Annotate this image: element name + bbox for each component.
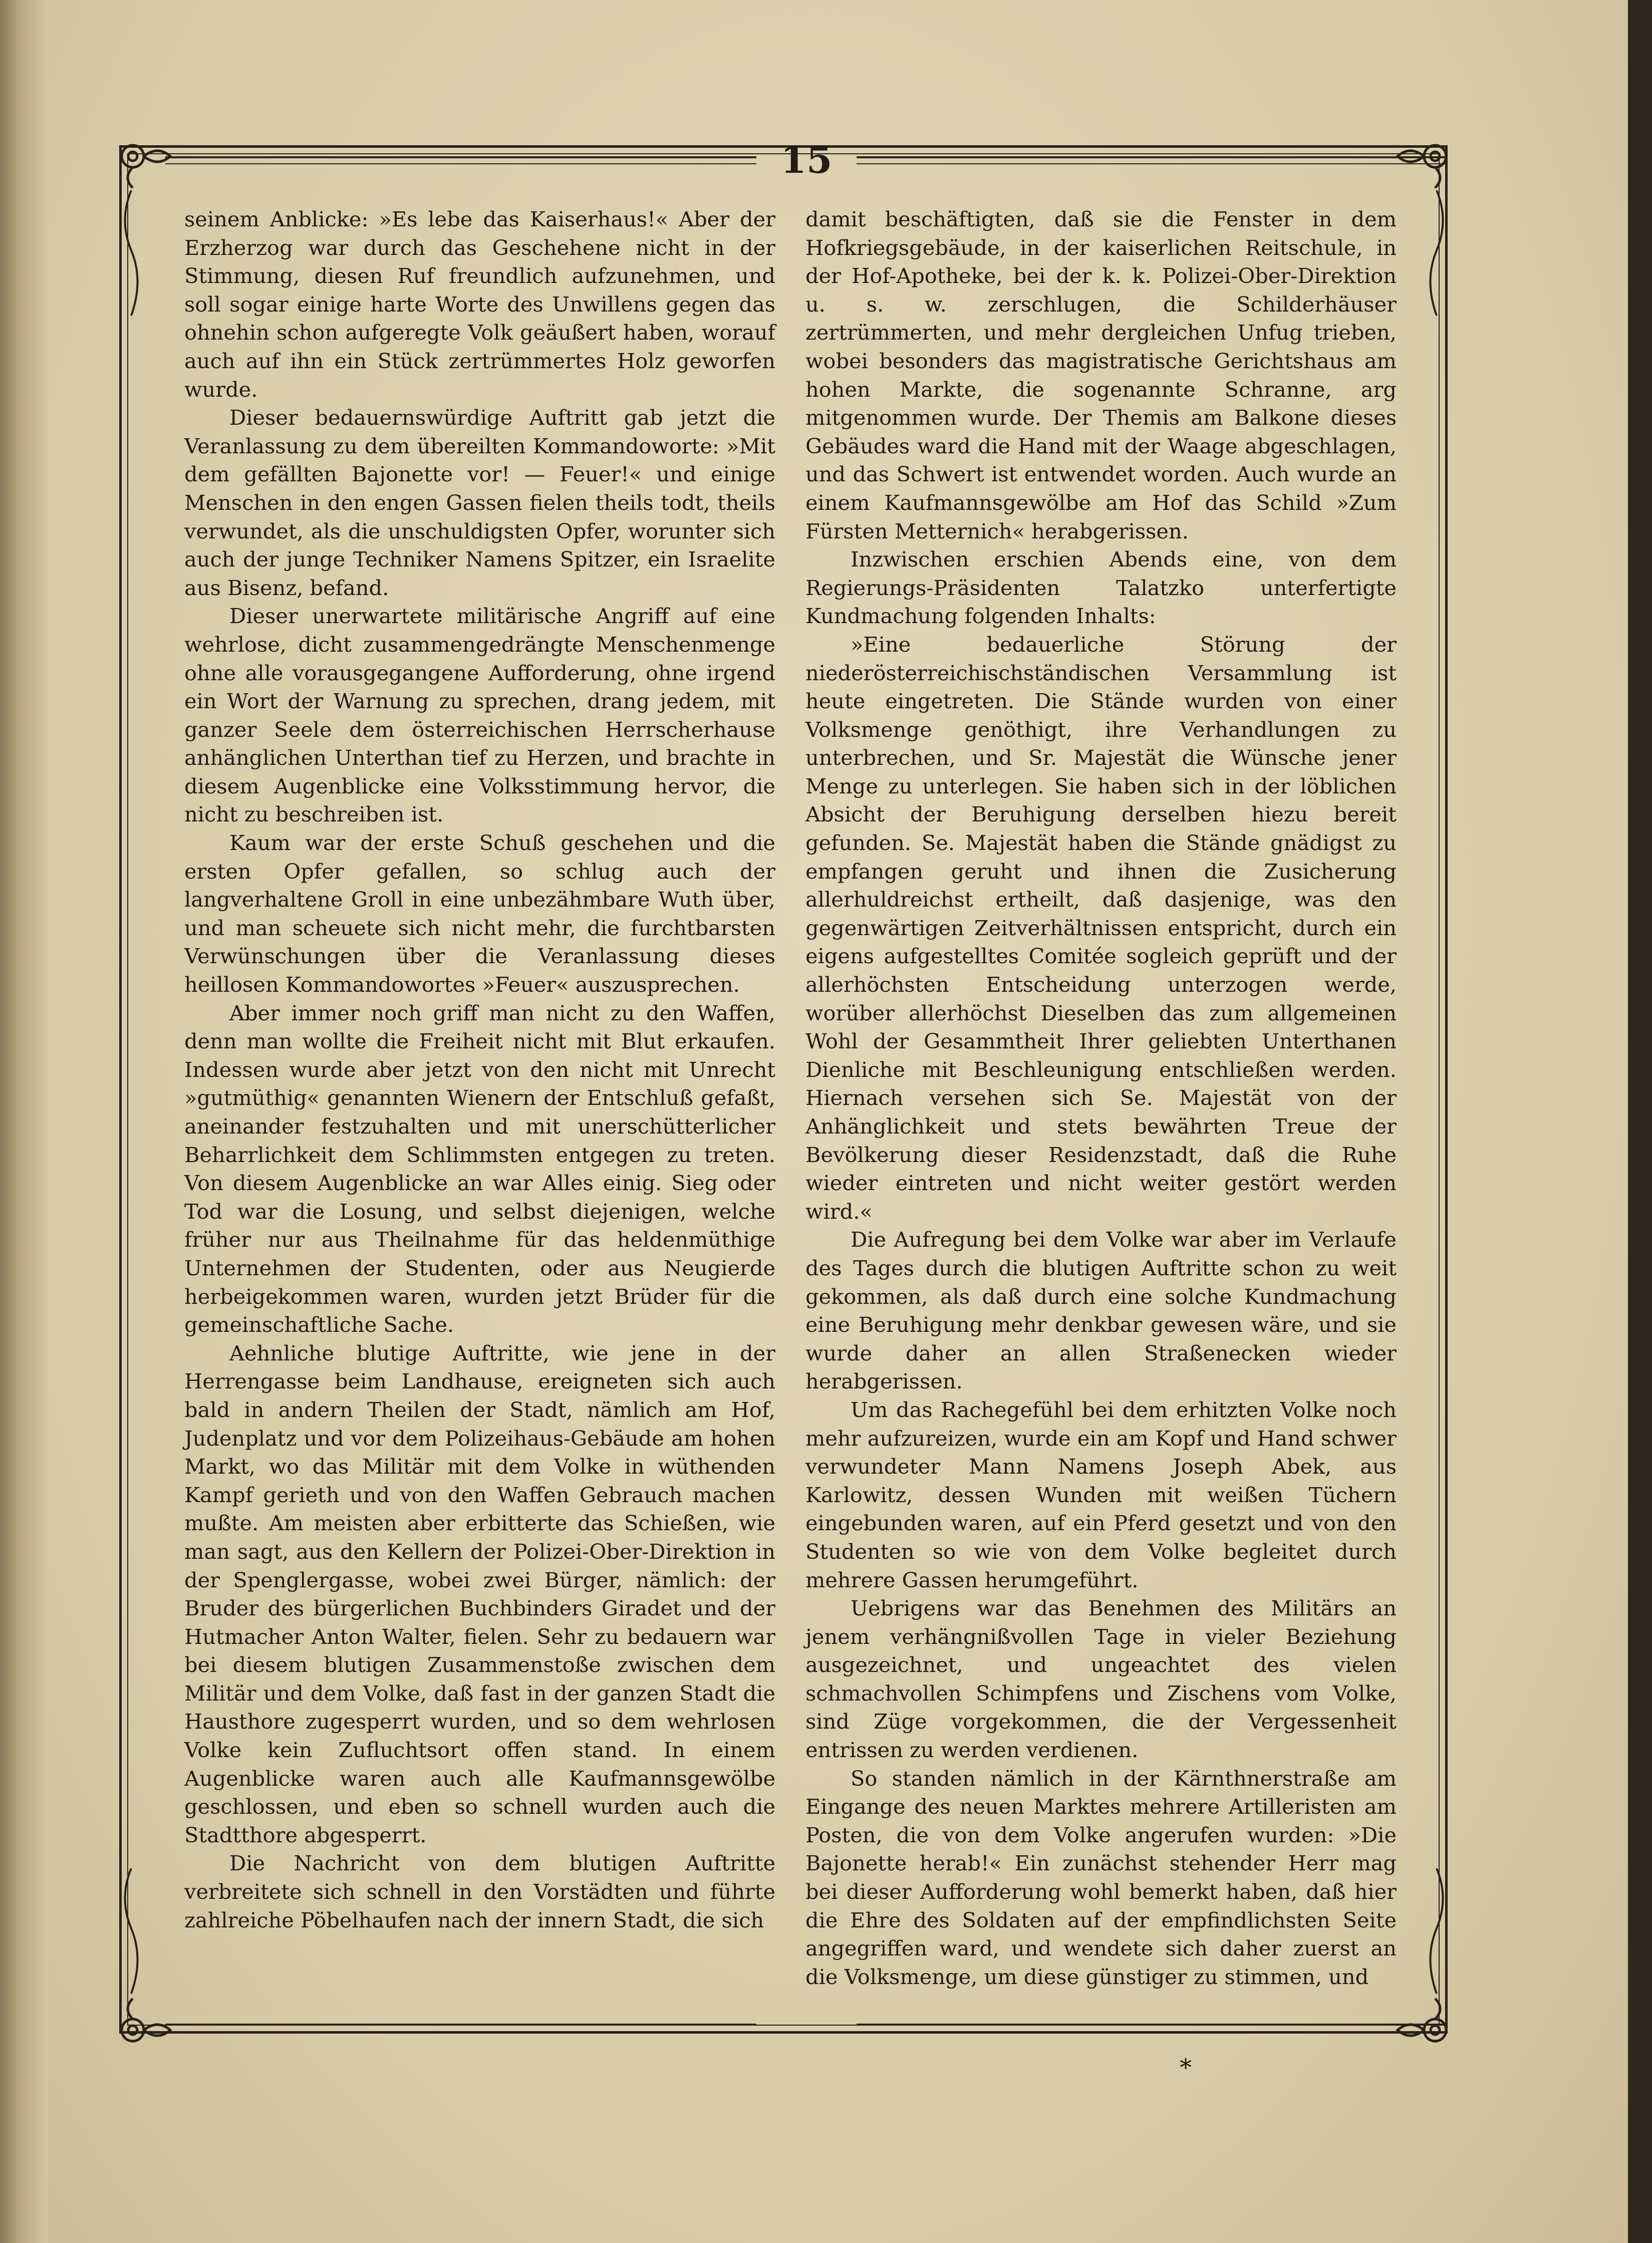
header-rule-left-thin [165, 163, 756, 164]
side-flourish-left-top-icon [116, 190, 146, 321]
paragraph: Die Nachricht von dem blutigen Auftritte verbreitete sich schnell in den Vorstädten und führte zahlreiche Pöbelhaufen nach der innern Stadt, die sich [184, 1851, 775, 1932]
paragraph: Um das Rachegefühl bei dem erhitzten Volke noch mehr aufzureizen, wurde ein am Kopf und Hand schwer verwundeter Mann Namens Joseph Abek, aus Karlowitz, dessen Wunden mit weißen Tüchern eingebunden waren, auf ein Pferd gesetzt und von den Studenten so wie von dem Volke begleitet durch mehrere Gassen herumgeführt. [805, 1397, 1397, 1592]
header-rule-right [857, 156, 1448, 158]
paragraph: Inzwischen erschien Abends eine, von dem Regierungs-Präsidenten Talatzko unterfertigte Kundmachung folgenden Inhalts: [805, 547, 1397, 629]
side-flourish-right-top-icon [1422, 190, 1452, 321]
footer-rule-left [165, 2024, 756, 2026]
page-dark-margin [1628, 0, 1652, 2243]
paragraph: seinem Anblicke: »Es lebe das Kaiserhaus!« Aber der Erzherzog war durch das Geschehene nicht in der Stimmung, diesen Ruf freundlich aufzunehmen, und soll sogar einige harte Worte des Unwillens gegen das ohnehin schon aufgeregte Volk geäußert haben, worauf auch auf ihn ein Stück zertrümmertes Holz geworfen wurde. [184, 207, 775, 402]
paragraph: Aber immer noch griff man nicht zu den Waffen, denn man wollte die Freiheit nicht mit Blut erkaufen. Indessen wurde aber jetzt von den nicht mit Unrecht »gutmüthig« genannten Wienern der Entschluß gefaßt, aneinander festzuhalten und mit unerschütterlicher Beharrlichkeit dem Schlimmsten entgegen zu treten. Von diesem Augenblicke an war Alles einig. Sieg oder Tod war die Losung, und selbst diejenigen, welche früher nur aus Theilnahme für das heldenmüthige Unternehmen der Studenten, oder aus Neugierde herbeigekommen waren, wurden jetzt Brüder für die gemeinschaftliche Sache. [184, 1000, 775, 1337]
page-number: 15 [780, 139, 833, 182]
side-flourish-left-bottom-icon [116, 1868, 146, 1999]
paragraph: Die Aufregung bei dem Volke war aber im Verlaufe des Tages durch die blutigen Auftritte schon zu weit gekommen, als daß durch eine solche Kundmachung eine Beruhigung mehr denkbar gewesen wäre, und sie wurde daher an allen Straßenecken wieder herabgerissen. [805, 1227, 1397, 1394]
paragraph: Aehnliche blutige Auftritte, wie jene in der Herrengasse beim Landhause, ereigneten sich auch bald in andern Theilen der Stadt, nämlich am Hof, Judenplatz und vor dem Polizeihaus-Gebäude am hohen Markt, wo das Militär mit dem Volke in wüthenden Kampf gerieth und von den Waffen Gebrauch machen mußte. Am meisten aber erbitterte das Schießen, wie man sagt, aus den Kellern der Polizei-Ober-Direktion in der Spenglergasse, wobei zwei Bürger, nämlich: der Bruder des bürgerlichen Buchbinders Giradet und der Hutmacher Anton Walter, fielen. Sehr zu bedauern war bei diesem blutigen Zusammenstoße zwischen dem Militär und dem Volke, daß fast in der ganzen Stadt die Hausthore zugesperrt wurden, und so dem wehrlosen Volke kein Zufluchtsort offen stand. In einem Augenblicke waren auch alle Kaufmannsgewölbe geschlossen, und eben so schnell wurden auch die Stadtthore abgesperrt. [184, 1340, 775, 1847]
paragraph: Kaum war der erste Schuß geschehen und die ersten Opfer gefallen, so schlug auch der langverhaltene Groll in eine unbezähmbare Wuth über, und man scheuete sich nicht mehr, die furchtbarsten Verwünschungen über die Veranlassung dieses heillosen Kommandowortes »Feuer« auszusprechen. [184, 830, 775, 997]
paragraph: Dieser unerwartete militärische Angriff auf eine wehrlose, dicht zusammengedrängte Menschenmenge ohne alle vorausgegangene Aufforderung, ohne irgend ein Wort der Warnung zu sprechen, drang jedem, mit ganzer Seele dem österreichischen Herrscherhause anhänglichen Unterthan tief zu Herzen, und brachte in diesem Augenblicke eine Volksstimmung hervor, die nicht zu beschreiben ist. [184, 604, 775, 827]
paragraph: So standen nämlich in der Kärnthnerstraße am Eingange des neuen Marktes mehrere Artilleristen am Posten, die von dem Volke angerufen wurden: »Die Bajonette herab!« Ein zunächst stehender Herr mag bei dieser Aufforderung wohl bemerkt haben, daß hier die Ehre des Soldaten auf der empfindlichsten Seite angegriffen ward, und wendete sich daher zuerst an die Volksmenge, um diese günstiger zu stimmen, und [805, 1766, 1397, 1989]
corner-ornament-bottom-right-icon [1390, 1996, 1455, 2056]
paragraph: Uebrigens war das Benehmen des Militärs an jenem verhängnißvollen Tage in vieler Beziehung ausgezeichnet, und ungeachtet des vielen schmachvollen Schimpfens und Zischens vom Volke, sind Züge vorgekommen, die der Vergessenheit entrissen zu werden verdienen. [805, 1596, 1397, 1763]
paragraph: damit beschäftigten, daß sie die Fenster in dem Hofkriegsgebäude, in der kaiserlichen Reitschule, in der Hof-Apotheke, bei der k. k. Polizei-Ober-Direktion u. s. w. zerschlugen, die Schilderhäuser zertrümmerten, und mehr dergleichen Unfug trieben, wobei besonders das magistratische Gerichtshaus am hohen Markte, die sogenannte Schranne, arg mitgenommen wurde. Der Themis am Balkone dieses Gebäudes ward die Hand mit der Waage abgeschlagen, und das Schwert ist entwendet worden. Auch wurde an einem Kaufmannsgewölbe am Hof das Schild »Zum Fürsten Metternich« herabgerissen. [805, 207, 1397, 543]
text-column-left [184, 205, 775, 1934]
corner-ornament-top-right-icon [1390, 130, 1455, 190]
corner-ornament-top-left-icon [113, 130, 178, 190]
paragraph: Dieser bedauernswürdige Auftritt gab jetzt die Veranlassung zu dem übereilten Kommandoworte: »Mit dem gefällten Bajonette vor! — Feuer!« und einige Menschen in den engen Gassen fielen theils todt, theils verwundet, als die unschuldigsten Opfer, worunter sich auch der junge Techniker Namens Spitzer, ein Israelite aus Bisenz, befand. [184, 405, 775, 600]
printer-signature-mark: * [1180, 2054, 1192, 2082]
header-rule-right-thin [857, 163, 1448, 164]
header-rule-left [165, 156, 756, 158]
text-column-right [805, 205, 1397, 1991]
footer-rule-right [857, 2024, 1448, 2026]
page-binding-edge [0, 0, 48, 2243]
side-flourish-right-bottom-icon [1422, 1868, 1452, 1999]
corner-ornament-bottom-left-icon [113, 1996, 178, 2056]
paragraph: »Eine bedauerliche Störung der niederösterreichischständischen Versammlung ist heute eingetreten. Die Stände wurden von einer Volksmenge genöthigt, ihre Verhandlungen zu unterbrechen, und Sr. Majestät die Wünsche jener Menge zu unterlegen. Sie haben sich in der löblichen Absicht der Beruhigung derselben hiezu bereit gefunden. Se. Majestät haben die Stände gnädigst zu empfangen geruht und ihnen die Zusicherung allerhuldreichst ertheilt, daß dasjenige, was den gegenwärtigen Zeitverhältnissen entspricht, durch ein eigens aufgestelltes Comitée sogleich geprüft und der allerhöchsten Entscheidung unterzogen werde, worüber allerhöchst Dieselben das zum allgemeinen Wohl der Gesammtheit Ihrer geliebten Unterthanen Dienliche mit Beschleunigung entschließen werden. Hiernach versehen sich Se. Majestät von der Anhänglichkeit und stets bewährten Treue der Bevölkerung dieser Residenzstadt, daß die Ruhe wieder eintreten und nicht weiter gestört werden wird.« [805, 632, 1397, 1224]
